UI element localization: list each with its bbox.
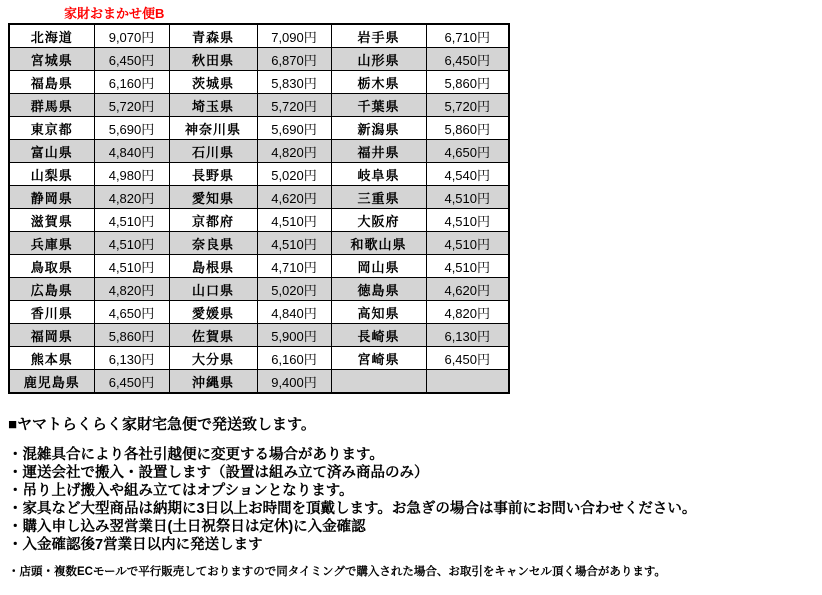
table-row [9,347,509,370]
price-cell: 5,020円 [257,163,331,186]
price-cell: 4,820円 [94,278,169,301]
table-row [9,301,509,324]
prefecture-cell: 徳島県 [331,278,426,301]
prefecture-cell: 愛知県 [169,186,257,209]
shipping-notes [8,413,820,579]
prefecture-cell: 東京都 [9,117,94,140]
prefecture-cell: 岡山県 [331,255,426,278]
price-cell: 4,510円 [426,209,509,232]
price-cell: 5,020円 [257,278,331,301]
price-cell: 6,160円 [94,71,169,94]
price-cell: 5,860円 [94,324,169,347]
price-cell: 5,720円 [426,94,509,117]
prefecture-cell: 愛媛県 [169,301,257,324]
prefecture-cell: 長崎県 [331,324,426,347]
table-row [9,324,509,347]
prefecture-cell: 千葉県 [331,94,426,117]
price-cell: 4,710円 [257,255,331,278]
prefecture-cell: 沖縄県 [169,370,257,394]
table-row [9,186,509,209]
table-row [9,24,509,48]
table-row [9,117,509,140]
notes-list [8,446,820,554]
prefecture-cell: 大阪府 [331,209,426,232]
table-row [9,48,509,71]
prefecture-cell: 山梨県 [9,163,94,186]
price-cell: 4,650円 [426,140,509,163]
table-row [9,71,509,94]
price-cell: 6,450円 [426,347,509,370]
table-row [9,370,509,394]
notes-heading: ■ヤマトらくらく家財宅急便で発送致します。 [8,416,316,433]
prefecture-cell: 岩手県 [331,24,426,48]
price-cell: 9,070円 [94,24,169,48]
price-cell: 6,160円 [257,347,331,370]
table-row [9,94,509,117]
price-cell: 5,830円 [257,71,331,94]
price-cell: 4,510円 [94,232,169,255]
prefecture-cell: 岐阜県 [331,163,426,186]
prefecture-cell: 静岡県 [9,186,94,209]
note-bullet: ・吊り上げ搬入や組み立てはオプションとなります。 [8,483,354,499]
note-bullet: ・購入申し込み翌営業日(土日祝祭日は定休)に入金確認 [8,519,366,535]
prefecture-cell: 茨城県 [169,71,257,94]
price-cell: 4,510円 [94,255,169,278]
price-cell [426,370,509,394]
price-cell: 5,720円 [94,94,169,117]
price-cell: 6,130円 [94,347,169,370]
price-cell: 5,690円 [257,117,331,140]
prefecture-cell: 兵庫県 [9,232,94,255]
note-bullet: ・運送会社で搬入・設置します（設置は組み立て済み商品のみ） [8,465,429,481]
prefecture-cell: 山形県 [331,48,426,71]
table-row [9,209,509,232]
price-cell: 6,450円 [94,370,169,394]
price-cell: 4,820円 [94,186,169,209]
prefecture-cell: 青森県 [169,24,257,48]
price-cell: 4,510円 [426,255,509,278]
prefecture-cell [331,370,426,394]
price-cell: 9,400円 [257,370,331,394]
price-cell: 4,650円 [94,301,169,324]
prefecture-cell: 福岡県 [9,324,94,347]
note-bullet: ・混雑具合により各社引越便に変更する場合があります。 [8,447,384,463]
prefecture-cell: 高知県 [331,301,426,324]
price-cell: 5,900円 [257,324,331,347]
table-row [9,232,509,255]
price-cell: 4,510円 [426,232,509,255]
table-row [9,255,509,278]
prefecture-cell: 滋賀県 [9,209,94,232]
prefecture-cell: 群馬県 [9,94,94,117]
shipping-price-table [8,23,510,394]
prefecture-cell: 和歌山県 [331,232,426,255]
price-cell: 5,720円 [257,94,331,117]
price-cell: 6,450円 [94,48,169,71]
price-cell: 4,840円 [94,140,169,163]
prefecture-cell: 鹿児島県 [9,370,94,394]
price-cell: 4,510円 [426,186,509,209]
prefecture-cell: 宮城県 [9,48,94,71]
table-row [9,278,509,301]
price-cell: 4,540円 [426,163,509,186]
prefecture-cell: 石川県 [169,140,257,163]
price-cell: 4,840円 [257,301,331,324]
prefecture-cell: 京都府 [169,209,257,232]
table-row [9,163,509,186]
price-cell: 5,690円 [94,117,169,140]
prefecture-cell: 佐賀県 [169,324,257,347]
prefecture-cell: 秋田県 [169,48,257,71]
price-cell: 5,860円 [426,117,509,140]
price-cell: 4,510円 [257,209,331,232]
price-cell: 4,510円 [257,232,331,255]
price-cell: 4,620円 [426,278,509,301]
prefecture-cell: 宮崎県 [331,347,426,370]
prefecture-cell: 広島県 [9,278,94,301]
prefecture-cell: 新潟県 [331,117,426,140]
price-cell: 6,450円 [426,48,509,71]
notes-footnote: ・店頭・複数ECモールで平行販売しておりますので同タイミングで購入された場合、お取引をキャンセル頂く場合があります。 [8,566,666,578]
note-bullet: ・入金確認後7営業日以内に発送します [8,537,263,553]
price-cell: 6,130円 [426,324,509,347]
price-cell: 4,980円 [94,163,169,186]
prefecture-cell: 山口県 [169,278,257,301]
prefecture-cell: 長野県 [169,163,257,186]
shipping-table-title: 家財おまかせ便B [64,6,165,21]
prefecture-cell: 鳥取県 [9,255,94,278]
price-cell: 4,510円 [94,209,169,232]
price-cell: 6,870円 [257,48,331,71]
prefecture-cell: 大分県 [169,347,257,370]
prefecture-cell: 香川県 [9,301,94,324]
price-cell: 4,820円 [257,140,331,163]
prefecture-cell: 奈良県 [169,232,257,255]
price-cell: 7,090円 [257,24,331,48]
prefecture-cell: 富山県 [9,140,94,163]
prefecture-cell: 神奈川県 [169,117,257,140]
prefecture-cell: 三重県 [331,186,426,209]
prefecture-cell: 埼玉県 [169,94,257,117]
price-cell: 4,620円 [257,186,331,209]
prefecture-cell: 栃木県 [331,71,426,94]
note-bullet: ・家具など大型商品は納期に3日以上お時間を頂戴します。お急ぎの場合は事前にお問い合わせください。 [8,501,697,517]
table-row [9,140,509,163]
prefecture-cell: 島根県 [169,255,257,278]
price-cell: 6,710円 [426,24,509,48]
prefecture-cell: 熊本県 [9,347,94,370]
price-cell: 5,860円 [426,71,509,94]
prefecture-cell: 福島県 [9,71,94,94]
prefecture-cell: 福井県 [331,140,426,163]
prefecture-cell: 北海道 [9,24,94,48]
price-cell: 4,820円 [426,301,509,324]
